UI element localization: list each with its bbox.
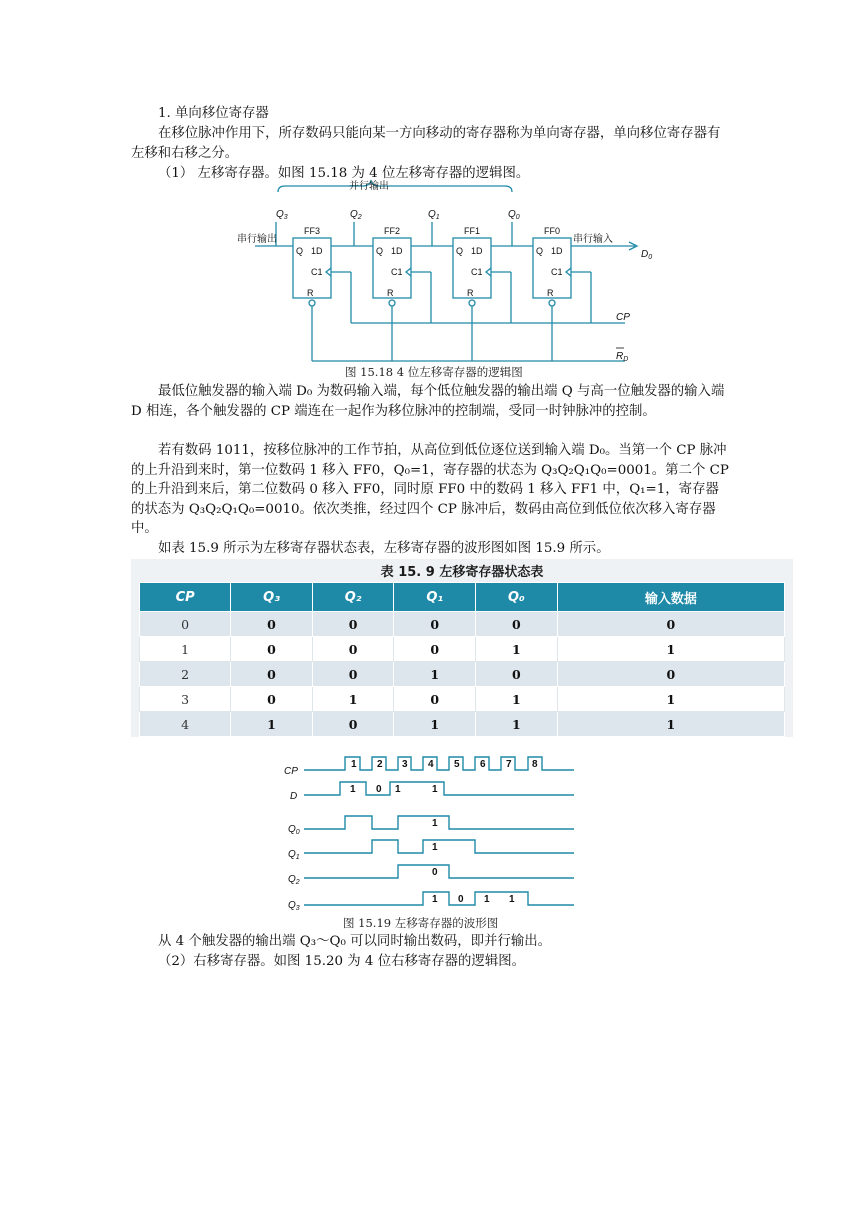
pulse-number: 8 — [532, 759, 538, 770]
pulse-number: 7 — [506, 759, 512, 770]
ff1-d-pin: 1D — [471, 246, 483, 256]
table-cell: 1 — [394, 712, 476, 737]
item-left-shift: （1） 左移寄存器。如图 15.18 为 4 位左移寄存器的逻辑图。 — [158, 166, 530, 181]
table-cell: 0 — [231, 637, 313, 662]
table-cell: 0 — [476, 612, 558, 637]
table-cell: 1 — [231, 712, 313, 737]
section-heading: 1. 单向移位寄存器 — [158, 106, 269, 121]
table-row — [140, 637, 785, 662]
ff3-label: FF3 — [303, 226, 321, 236]
table-cell: 0 — [394, 637, 476, 662]
parallel-output-label: 并行输出 — [349, 181, 389, 192]
figure-15-19-waveform — [280, 750, 580, 918]
ff3-c-pin: C1 — [311, 267, 323, 277]
table-cell: 0 — [312, 637, 394, 662]
pulse-number: 2 — [377, 759, 383, 770]
pulse-number: 4 — [428, 759, 434, 770]
table-cell: 0 — [312, 662, 394, 687]
ff3-r-pin: R — [307, 288, 314, 298]
d0-label: $D_0$ — [641, 249, 653, 261]
wave-label-d: D — [290, 791, 298, 802]
q1-bit: 1 — [432, 842, 438, 853]
serial-output-label: 串行输出 — [237, 234, 277, 245]
q1-label: $Q_1$ — [428, 209, 440, 221]
table-cell: 1 — [557, 712, 784, 737]
ff2-d-pin: 1D — [391, 246, 403, 256]
q3-bit: 0 — [458, 894, 464, 905]
intro-paragraph: 在移位脉冲作用下，所存数码只能向某一方向移动的寄存器称为单向寄存器，单向移位寄存器有左移和右移之分。 — [131, 126, 721, 161]
table-cell: 1 — [476, 687, 558, 712]
table-cell: 2 — [140, 662, 231, 687]
paragraph-parallel-output: 从 4 个触发器的输出端 Q₃～Q₀ 可以同时输出数码，即并行输出。 — [158, 934, 552, 949]
ff1-label: FF1 — [463, 226, 481, 236]
cp-label: CP — [616, 312, 630, 323]
d-bit: 1 — [395, 784, 401, 795]
header-q1: Q₁ — [394, 583, 476, 612]
q3-bit: 1 — [484, 894, 490, 905]
wave-label-q2: $Q_2$ — [288, 874, 300, 886]
rd-label: $R_D$ — [616, 351, 629, 363]
serial-input-label: 串行输入 — [573, 234, 613, 245]
q0-label: $Q_0$ — [508, 209, 520, 221]
header-q2: Q₂ — [312, 583, 394, 612]
ff0-label: FF0 — [543, 226, 561, 236]
d-bit: 1 — [350, 784, 356, 795]
pulse-number: 1 — [351, 759, 357, 770]
table-cell: 0 — [394, 612, 476, 637]
ff1-r-pin: R — [467, 288, 474, 298]
q3-bit: 1 — [432, 894, 438, 905]
q0-bit: 1 — [432, 818, 438, 829]
table-cell: 1 — [140, 637, 231, 662]
table-row — [140, 712, 785, 737]
ff2-label: FF2 — [383, 226, 401, 236]
table-cell: 1 — [557, 687, 784, 712]
d-bit: 1 — [432, 784, 438, 795]
table-cell: 1 — [394, 662, 476, 687]
table-row — [140, 612, 785, 637]
ff0-c-pin: C1 — [551, 267, 563, 277]
ff3-q-pin: Q — [296, 246, 304, 256]
ff2-c-pin: C1 — [391, 267, 403, 277]
figure-15-18-logic-diagram — [225, 178, 665, 366]
ff0-d-pin: 1D — [551, 246, 563, 256]
table-cell: 1 — [476, 637, 558, 662]
wave-label-q3: $Q_3$ — [288, 900, 300, 912]
header-cp: CP — [140, 583, 231, 612]
item-right-shift: （2）右移寄存器。如图 15.20 为 4 位右移寄存器的逻辑图。 — [158, 954, 525, 969]
ff2-q-pin: Q — [376, 246, 384, 256]
table-cell: 0 — [231, 687, 313, 712]
table-cell: 0 — [312, 612, 394, 637]
paragraph-inputs: 最低位触发器的输入端 D₀ 为数码输入端，每个低位触发器的输出端 Q 与高一位触发器的输入端 D 相连，各个触发器的 CP 端连在一起作为移位脉冲的控制端，受同一时钟脉冲的控制。 — [131, 384, 725, 419]
state-table-panel — [131, 559, 793, 737]
ff1-c-pin: C1 — [471, 267, 483, 277]
q2-label: $Q_2$ — [350, 209, 362, 221]
d-bit: 0 — [376, 784, 382, 795]
table-cell: 4 — [140, 712, 231, 737]
pulse-number: 5 — [454, 759, 460, 770]
header-q3: Q₃ — [231, 583, 313, 612]
figure-15-18-caption: 图 15.18 4 位左移寄存器的逻辑图 — [345, 365, 523, 379]
header-input-data: 输入数据 — [557, 583, 784, 612]
pulse-number: 6 — [480, 759, 486, 770]
table-cell: 1 — [557, 637, 784, 662]
table-row — [140, 662, 785, 687]
state-table-title: 表 15. 9 左移寄存器状态表 — [380, 565, 544, 580]
table-cell: 0 — [476, 662, 558, 687]
table-cell: 0 — [231, 662, 313, 687]
ff0-r-pin: R — [547, 288, 554, 298]
table-cell: 3 — [140, 687, 231, 712]
table-cell: 0 — [231, 612, 313, 637]
state-table — [139, 582, 785, 737]
table-cell: 1 — [476, 712, 558, 737]
table-cell: 1 — [312, 687, 394, 712]
table-cell: 0 — [394, 687, 476, 712]
q2-bit: 0 — [432, 867, 438, 878]
q3-bit: 1 — [509, 894, 515, 905]
ff3-d-pin: 1D — [311, 246, 323, 256]
ff1-q-pin: Q — [456, 246, 464, 256]
header-q0: Q₀ — [476, 583, 558, 612]
table-cell: 0 — [140, 612, 231, 637]
ff0-q-pin: Q — [536, 246, 544, 256]
table-row — [140, 687, 785, 712]
paragraph-table-ref: 如表 15.9 所示为左移寄存器状态表，左移寄存器的波形图如图 15.9 所示。 — [158, 541, 610, 556]
paragraph-shift-example: 若有数码 1011，按移位脉冲的工作节拍，从高位到低位逐位送到输入端 D₀。当第一个 CP 脉冲的上升沿到来时，第一位数码 1 移入 FF0，Q₀=1，寄存器的状态为 Q₃Q₂Q₁Q₀=0001。第二个 CP 的上升沿到来后，第二位数码 0 移入 FF0，同时原 FF0 中的数码 1 移入 FF1 中，Q₁=1，寄存器的状态为 Q₃Q₂Q₁Q₀=0010。依次类推，经过四个 CP 脉冲后，数码由高位到低位依次移入寄存器中。 — [131, 443, 729, 536]
wave-label-q1: $Q_1$ — [288, 849, 300, 861]
pulse-number: 3 — [402, 759, 408, 770]
figure-15-19-caption: 图 15.19 左移寄存器的波形图 — [343, 916, 499, 930]
table-cell: 0 — [557, 662, 784, 687]
table-cell: 0 — [312, 712, 394, 737]
wave-label-q0: $Q_0$ — [288, 824, 300, 836]
table-cell: 0 — [557, 612, 784, 637]
ff2-r-pin: R — [387, 288, 394, 298]
q3-label: $Q_3$ — [276, 209, 288, 221]
wave-label-cp: CP — [284, 766, 298, 777]
